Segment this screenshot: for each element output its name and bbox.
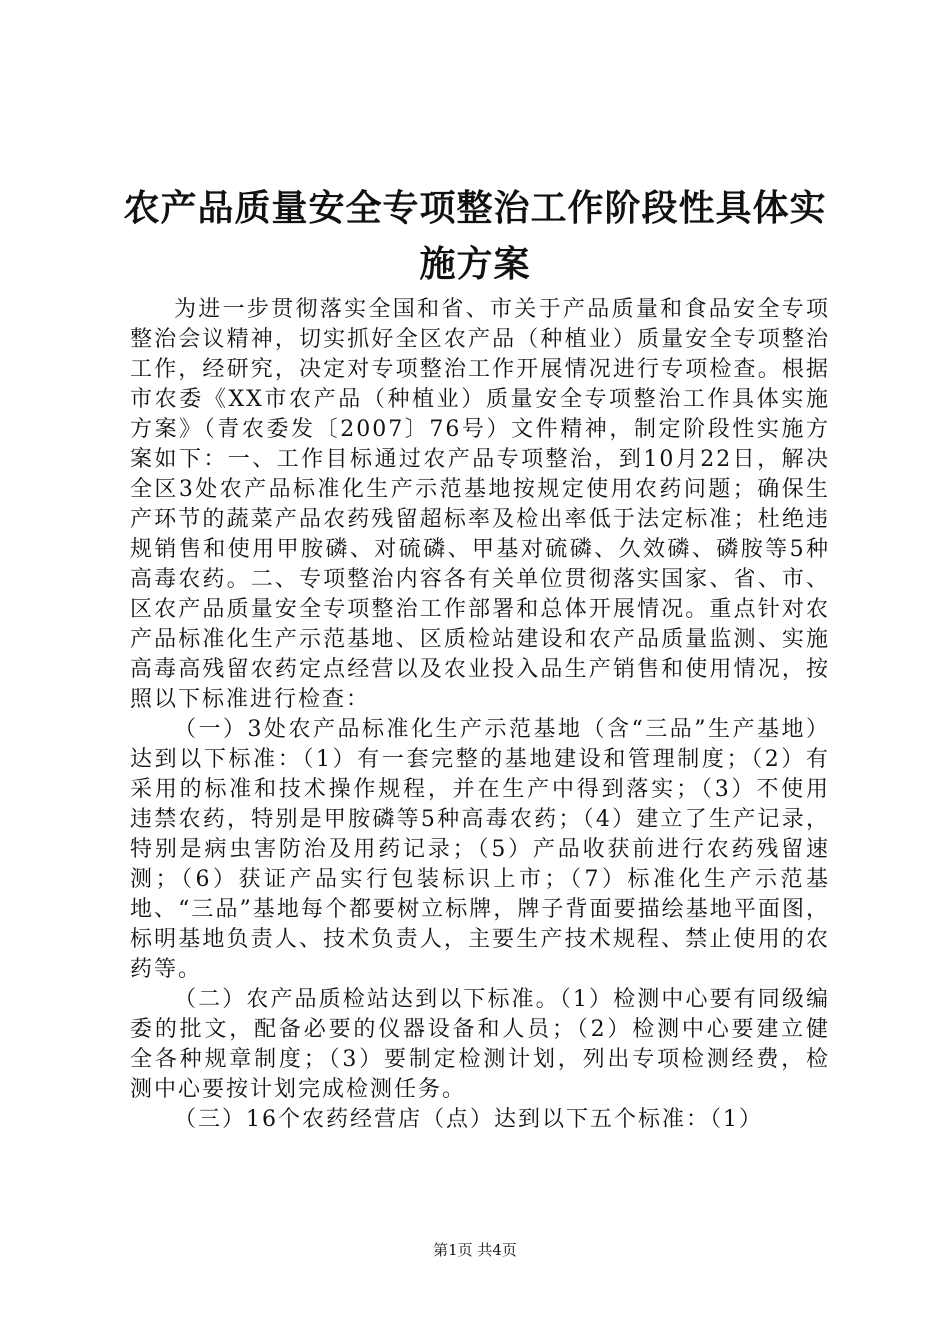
document-body (130, 295, 830, 1135)
document-title: 农产品质量安全专项整治工作阶段性具体实施方案 (123, 187, 827, 285)
paragraph-standard-1: （一）3处农产品标准化生产示范基地（含“三品”生产基地）达到以下标准：（1）有一套完整的基地建设和管理制度；（2）有采用的标准和技术操作规程，并在生产中得到落实；（3）不使用违禁农药，特别是甲胺磷等5种高毒农药；（4）建立了生产记录，特别是病虫害防治及用药记录；（5）产品收获前进行农药残留速测；（6）获证产品实行包装标识上市；（7）标准化生产示范基地、“三品”基地每个都要树立标牌，牌子背面要描绘基地平面图，标明基地负责人、技术负责人，主要生产技术规程、禁止使用的农药等。 (130, 717, 830, 982)
paragraph-standard-3: （三）16个农药经营店（点）达到以下五个标准：（1） (174, 1107, 763, 1132)
paragraph-standard-2: （二）农产品质检站达到以下标准。（1）检测中心要有同级编委的批文，配备必要的仪器设备和人员；（2）检测中心要建立健全各种规章制度；（3）要制定检测计划，列出专项检测经费，检测中心要按计划完成检测任务。 (130, 987, 830, 1102)
paragraph-intro: 为进一步贯彻落实全国和省、市关于产品质量和食品安全专项整治会议精神，切实抓好全区农产品（种植业）质量安全专项整治工作，经研究，决定对专项整治工作开展情况进行专项检查。根据市农委《XX市农产品（种植业）质量安全专项整治工作具体实施方案》（青农委发〔2007〕76号）文件精神，制定阶段性实施方案如下：一、工作目标通过农产品专项整治，到10月22日，解决全区3处农产品标准化生产示范基地按规定使用农药问题；确保生产环节的蔬菜产品农药残留超标率及检出率低于法定标准；杜绝违规销售和使用甲胺磷、对硫磷、甲基对硫磷、久效磷、磷胺等5种高毒农药。二、专项整治内容各有关单位贯彻落实国家、省、市、区农产品质量安全专项整治工作部署和总体开展情况。重点针对农产品标准化生产示范基地、区质检站建设和农产品质量监测、实施高毒高残留农药定点经营以及农业投入品生产销售和使用情况，按照以下标准进行检查： (130, 297, 830, 712)
page-number-footer: 第1页 共4页 (433, 1241, 517, 1259)
